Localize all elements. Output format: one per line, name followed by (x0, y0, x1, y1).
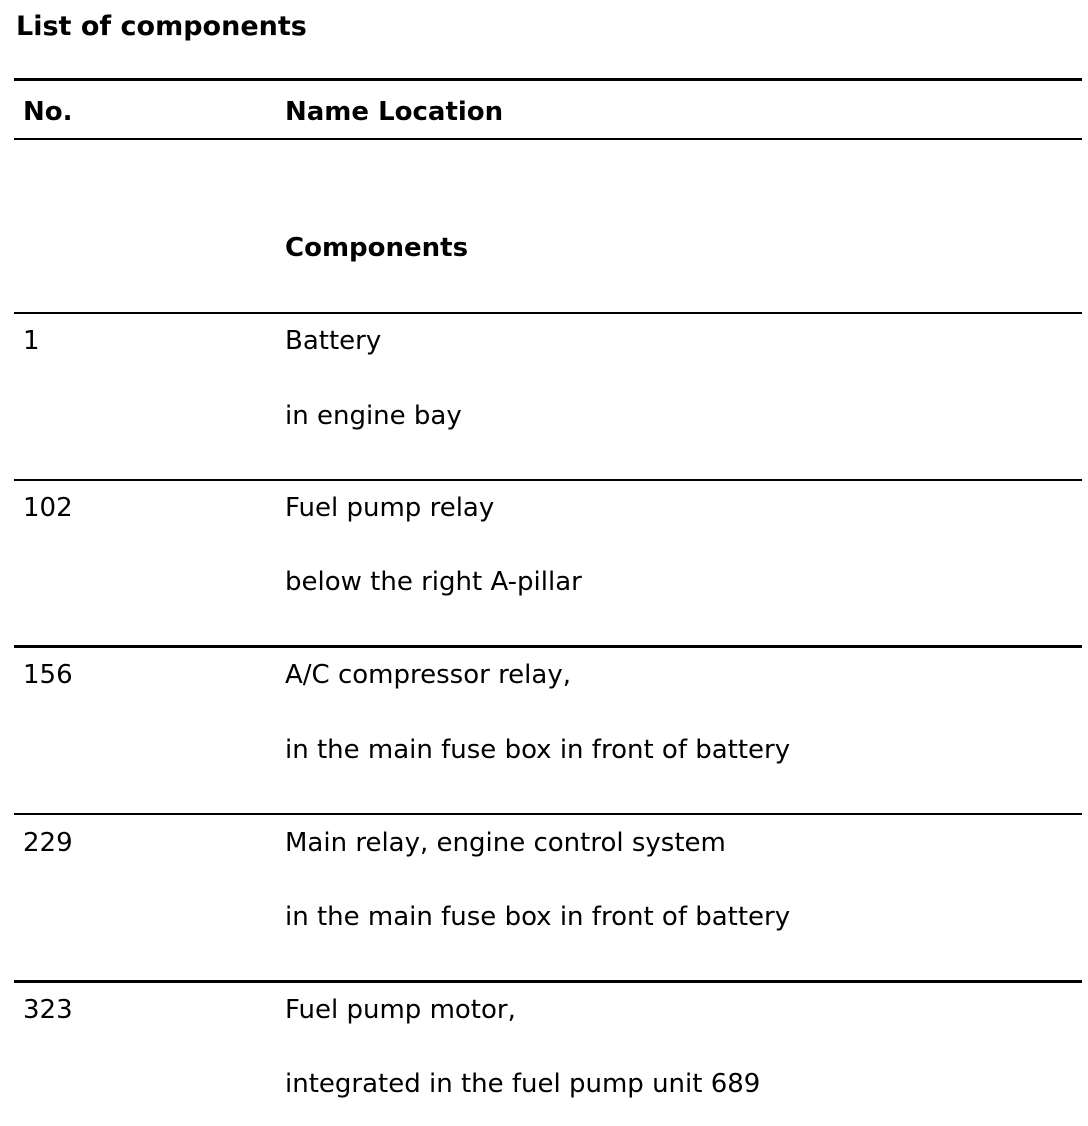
component-location: in the main fuse box in front of battery (285, 735, 791, 765)
row-divider (14, 645, 1082, 648)
row-number: 156 (23, 660, 73, 690)
row-divider (14, 312, 1082, 314)
section-label: Components (285, 233, 469, 263)
component-name: Battery (285, 326, 382, 356)
component-location: below the right A-pillar (285, 567, 582, 597)
document-title: List of components (16, 11, 307, 42)
row-number: 323 (23, 995, 73, 1025)
row-divider (14, 980, 1082, 983)
row-number: 102 (23, 493, 73, 523)
table-top-rule (14, 78, 1082, 81)
component-location: in engine bay (285, 401, 462, 431)
component-name: Main relay, engine control system (285, 828, 726, 858)
component-location: in the main fuse box in front of battery (285, 902, 791, 932)
header-name-location: Name Location (285, 97, 504, 127)
component-name: Fuel pump motor, (285, 995, 516, 1025)
header-no: No. (23, 97, 73, 127)
row-divider (14, 813, 1082, 815)
header-bottom-rule (14, 138, 1082, 140)
row-number: 229 (23, 828, 73, 858)
component-name: Fuel pump relay (285, 493, 495, 523)
component-name: A/C compressor relay, (285, 660, 571, 690)
component-location: integrated in the fuel pump unit 689 (285, 1069, 761, 1099)
row-divider (14, 479, 1082, 481)
row-number: 1 (23, 326, 40, 356)
